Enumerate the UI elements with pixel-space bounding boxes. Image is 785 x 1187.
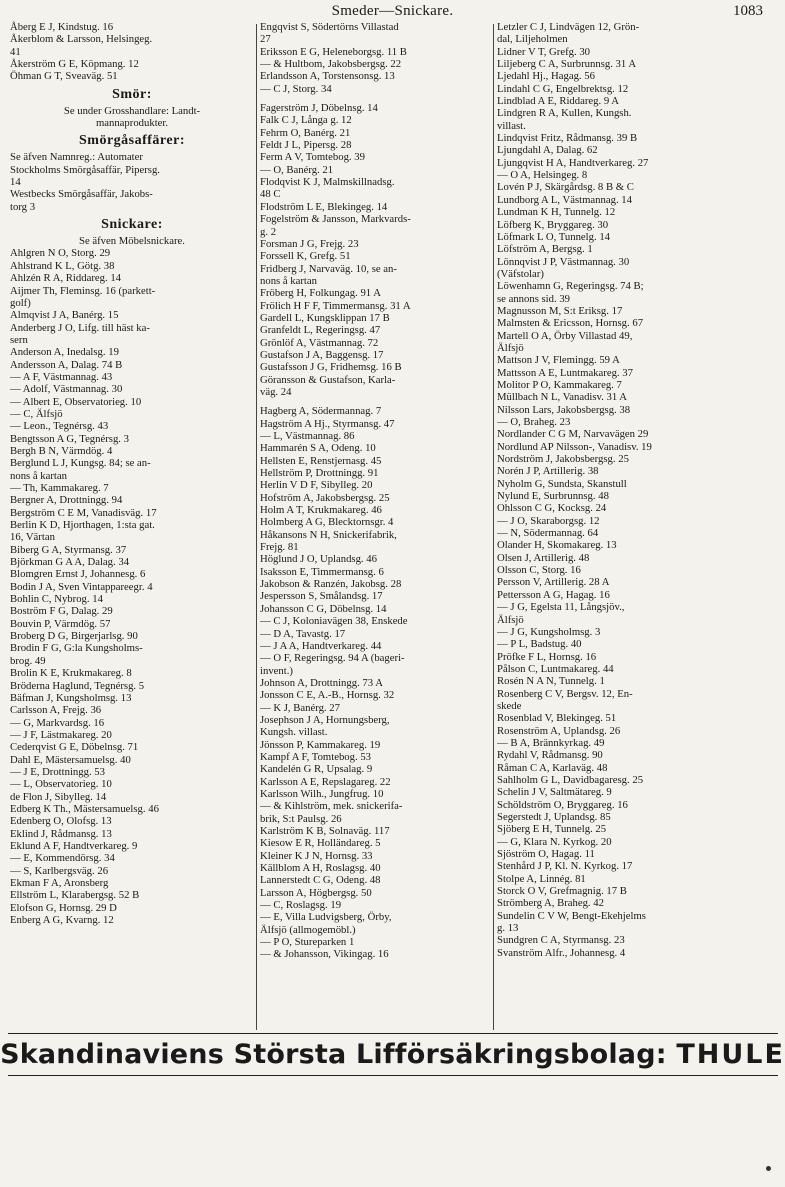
- directory-entry: g. 13: [497, 922, 519, 935]
- directory-entry: 27: [260, 33, 271, 46]
- directory-entry: Jönsson P, Kammakareg. 19: [260, 738, 381, 751]
- directory-entry: Strömberg A, Braheg. 42: [497, 897, 604, 910]
- directory-entry: Letzler C J, Lindvägen 12, Grön-: [497, 21, 640, 33]
- directory-entry: Edenberg O, Olofsg. 13: [10, 815, 112, 828]
- directory-entry: Olsson C, Storg. 16: [497, 564, 581, 577]
- directory-entry: Blomgren Ernst J, Johannesg. 6: [10, 568, 146, 581]
- directory-entry: Nordström J, Jakobsbergsg. 25: [497, 453, 629, 466]
- directory-entry: se annons sid. 39: [497, 292, 571, 305]
- directory-entry: Schelin J V, Saltmätareg. 9: [497, 786, 612, 799]
- directory-entry: — J G, Egelsta 11, Långsjöv.,: [497, 601, 625, 614]
- directory-entry: Sundgren C A, Styrmansg. 23: [497, 934, 625, 947]
- directory-entry: brog. 49: [10, 654, 46, 667]
- directory-entry: — Adolf, Västmannag. 30: [10, 383, 123, 396]
- directory-entry: Magnusson M, S:t Eriksg. 17: [497, 304, 623, 317]
- directory-entry: Björkman G A A, Dalag. 34: [10, 556, 130, 569]
- directory-entry: Ljungdahl A, Dalag. 62: [497, 144, 598, 157]
- directory-entry: Ferm A V, Tomtebog. 39: [260, 151, 365, 164]
- directory-entry: Sjöström O, Hagag. 11: [497, 848, 595, 861]
- advert-banner-brand: THULE: [676, 1039, 785, 1070]
- directory-entry: Kungsh. villast.: [260, 726, 328, 739]
- directory-entry: — E, Villa Ludvigsberg, Örby,: [260, 911, 392, 924]
- directory-entry: — O, Braheg. 23: [497, 416, 571, 428]
- directory-entry: Karlsson A E, Repslagareg. 22: [260, 775, 391, 788]
- directory-entry: Brolin K E, Krukmakareg. 8: [10, 667, 132, 680]
- directory-entry: Grönlöf A, Västmannag. 72: [260, 336, 379, 349]
- directory-entry: — G, Klara N. Kyrkog. 20: [497, 835, 612, 848]
- directory-entry: Rosenberg C V, Bergsv. 12, En-: [497, 687, 633, 700]
- directory-entry: Martell O A, Örby Villastad 49,: [497, 329, 633, 342]
- directory-entry: Ahlzén R A, Riddareg. 14: [10, 272, 122, 285]
- directory-entry: Nordlander C G M, Narvavägen 29: [497, 428, 649, 441]
- directory-entry: Håkansons N H, Snickerifabrik,: [260, 528, 397, 541]
- directory-entry: Rosenblad V, Blekingeg. 51: [497, 712, 617, 725]
- directory-entry: — S, Karlbergsväg. 26: [10, 864, 109, 877]
- directory-entry: Forsman J G, Frejg. 23: [260, 237, 359, 250]
- directory-entry: Andersson A, Dalag. 74 B: [10, 358, 123, 371]
- directory-entry: — J E, Drottningg. 53: [10, 765, 105, 778]
- directory-entry: Fagerström J, Döbelnsg. 14: [260, 102, 378, 115]
- directory-entry: Rosenström A, Uplandsg. 26: [497, 724, 621, 737]
- directory-entry: Se äfven Namnreg.: Automater: [10, 151, 143, 164]
- directory-entry: Gustafsson J G, Fridhemsg. 16 B: [260, 361, 402, 374]
- directory-entry: Hagberg A, Södermannag. 7: [260, 405, 382, 418]
- directory-entry: Lönnqvist J P, Västmannag. 30: [497, 255, 630, 268]
- directory-entry: Mattson J V, Flemingg. 59 A: [497, 354, 620, 367]
- directory-entry: Fröberg H, Folkungag. 91 A: [260, 287, 381, 300]
- directory-entry: — Leon., Tegnérsg. 43: [10, 420, 109, 433]
- directory-entry: Nyholm G, Sundsta, Skanstull: [497, 477, 627, 490]
- directory-entry: dal, Liljeholmen: [497, 33, 568, 46]
- directory-entry: — C, Älfsjö: [10, 407, 63, 420]
- directory-entry: Bergström C E M, Vanadisväg. 17: [10, 506, 157, 519]
- directory-entry: — C, Roslagsg. 19: [260, 899, 342, 912]
- directory-entry: Hellsten E, Renstjernasg. 45: [260, 454, 382, 467]
- directory-entry: Granfeldt L, Regeringsg. 47: [260, 324, 381, 337]
- directory-entry: Josephson J A, Hornungsberg,: [260, 713, 390, 726]
- directory-entry: Stolpe A, Linnég. 81: [497, 872, 586, 885]
- directory-entry: Forssell K, Grefg. 51: [260, 250, 351, 263]
- directory-entry: Westbecks Smörgåsaffär, Jakobs-: [10, 188, 153, 201]
- directory-entry: Sjöberg E H, Tunnelg. 25: [497, 823, 607, 836]
- directory-entry: — J G, Kungsholmsg. 3: [497, 625, 601, 638]
- directory-entry: Feldt J L, Pipersg. 28: [260, 139, 352, 152]
- directory-entry: Cederqvist G E, Döbelnsg. 71: [10, 741, 139, 754]
- banner-rule-top: [8, 1033, 778, 1034]
- directory-entry: — N, Södermannag. 64: [497, 527, 599, 540]
- directory-entry: — & Johansson, Vikingag. 16: [260, 948, 389, 961]
- directory-entry: Karlström K B, Solnaväg. 117: [260, 825, 390, 837]
- directory-entry: — P L, Badstug. 40: [497, 638, 582, 651]
- directory-entry: Pettersson A G, Hagag. 16: [497, 588, 610, 601]
- section-note: mannaprodukter.: [95, 117, 169, 130]
- directory-entry: (Väfstolar): [497, 267, 544, 280]
- directory-entry: Isaksson E, Timmermansg. 6: [260, 565, 384, 578]
- directory-entry: Malmsten & Ericsson, Hornsg. 67: [497, 317, 644, 330]
- directory-entry: nons å kartan: [10, 469, 67, 482]
- directory-entry: Göransson & Gustafson, Karla-: [260, 373, 396, 386]
- directory-entry: invent.): [260, 664, 293, 677]
- directory-entry: Lidner V T, Grefg. 30: [497, 45, 591, 58]
- directory-entry: Höglund J O, Uplandsg. 46: [260, 553, 377, 566]
- directory-entry: Holmberg A G, Blecktornsgr. 4: [260, 516, 394, 529]
- directory-entry: — O, Banérg. 21: [260, 163, 334, 176]
- directory-entry: Bröderna Haglund, Tegnérsg. 5: [10, 679, 145, 692]
- directory-entry: Almqvist J A, Banérg. 15: [10, 309, 119, 322]
- directory-entry: Fogelström & Jansson, Markvards-: [260, 213, 411, 226]
- directory-entry: Bäfman J, Kungsholmsg. 13: [10, 691, 132, 704]
- directory-entry: Flodqvist K J, Malmskillnadsg.: [260, 176, 395, 189]
- directory-entry: Lovén P J, Skärgårdsg. 8 B & C: [497, 181, 634, 194]
- directory-entry: Berglund L J, Kungsg. 84; se an-: [10, 457, 151, 470]
- directory-entry: Karlsson Wilh., Jungfrug. 10: [260, 787, 384, 800]
- directory-entry: 41: [10, 45, 21, 58]
- directory-entry: Råman C A, Karlaväg. 48: [497, 761, 608, 774]
- directory-entry: Frejg. 81: [260, 541, 299, 554]
- directory-entry: Löfberg K, Bryggareg. 30: [497, 218, 609, 231]
- directory-entry: Engqvist S, Södertörns Villastad: [260, 21, 399, 33]
- directory-entry: Boström F G, Dalag. 29: [10, 605, 113, 618]
- directory-entry: brik, S:t Paulsg. 26: [260, 812, 342, 825]
- section-heading: Snickare:: [101, 217, 163, 233]
- section-gap: [260, 398, 492, 405]
- section-heading: Smör:: [112, 86, 152, 102]
- directory-entry: Fehrm O, Banérg. 21: [260, 126, 351, 139]
- directory-entry: Svanström Alfr., Johannesg. 4: [497, 946, 626, 959]
- section-gap: [260, 95, 492, 102]
- directory-entry: Eklund A F, Handtverkareg. 9: [10, 839, 138, 852]
- directory-entry: Ohlsson C G, Kocksg. 24: [497, 502, 607, 515]
- column-3: [497, 21, 780, 959]
- directory-entry: de Flon J, Sibylleg. 14: [10, 790, 107, 803]
- directory-entry: Ekman F A, Aronsberg: [10, 877, 109, 889]
- directory-entry: Nilsson Lars, Jakobsbergsg. 38: [497, 403, 631, 416]
- directory-entry: — E, Kommendörsg. 34: [10, 852, 115, 865]
- directory-entry: Kampf A F, Tomtebog. 53: [260, 750, 372, 763]
- directory-entry: Pröfke F L, Hornsg. 16: [497, 650, 597, 663]
- directory-entry: Älfsjö: [497, 613, 524, 626]
- directory-entry: — J O, Skaraborgsg. 12: [497, 514, 600, 527]
- directory-entry: Enberg A G, Kvarng. 12: [10, 914, 114, 927]
- directory-entry: Ahlstrand K L, Götg. 38: [10, 259, 115, 272]
- directory-entry: golf): [10, 296, 31, 309]
- directory-entry: — L, Västmannag. 86: [260, 430, 355, 442]
- directory-entry: villast.: [497, 119, 526, 132]
- directory-entry: Lindblad A E, Riddareg. 9 A: [497, 95, 620, 108]
- directory-entry: Lindgren R A, Kullen, Kungsh.: [497, 107, 632, 120]
- directory-entry: Ljedahl Hj., Hagag. 56: [497, 70, 595, 83]
- directory-entry: Eriksson E G, Heleneborgsg. 11 B: [260, 45, 407, 58]
- directory-entry: Hofström A, Jakobsbergsg. 25: [260, 491, 390, 504]
- directory-entry: — Albert E, Observatorieg. 10: [10, 395, 142, 408]
- directory-entry: Bergner A, Drottningg. 94: [10, 494, 123, 507]
- directory-entry: — C J, Koloniavägen 38, Enskede: [260, 615, 408, 628]
- directory-entry: Sahlholm G L, Davidbagaresg. 25: [497, 773, 644, 786]
- directory-entry: Nylund E, Surbrunnsg. 48: [497, 490, 609, 503]
- directory-entry: Åkerström G E, Köpmang. 12: [10, 58, 139, 71]
- directory-entry: Johansson C G, Döbelnsg. 14: [260, 602, 387, 615]
- directory-entry: Ahlgren N O, Storg. 29: [10, 247, 111, 260]
- print-speck: [766, 1166, 771, 1171]
- directory-entry: Anderson A, Inedalsg. 19: [10, 346, 119, 359]
- directory-entry: Rydahl V, Rådmansg. 90: [497, 749, 603, 762]
- directory-entry: torg 3: [10, 200, 36, 213]
- directory-entry: Ellström L, Klarabergsg. 52 B: [10, 889, 140, 902]
- directory-entry: 14: [10, 176, 21, 189]
- directory-entry: Herlin V D F, Sibylleg. 20: [260, 479, 373, 492]
- directory-entry: — J A A, Handtverkareg. 44: [260, 639, 382, 652]
- directory-entry: — G, Markvardsg. 16: [10, 716, 105, 729]
- directory-entry: Persson V, Artillerig. 28 A: [497, 576, 610, 589]
- running-title: Smeder—Snickare.: [331, 3, 454, 19]
- directory-entry: — J F, Lästmakareg. 20: [10, 728, 112, 741]
- directory-entry: Älfsjö: [497, 341, 524, 354]
- directory-entry: Jakobson & Ranzén, Jakobsg. 28: [260, 578, 402, 591]
- directory-entry: — C J, Storg. 34: [260, 82, 332, 95]
- directory-entry: Edberg K Th., Mästersamuelsg. 46: [10, 802, 159, 815]
- directory-entry: 48 C: [260, 188, 281, 201]
- section-heading: Smörgåsaffärer:: [79, 133, 185, 149]
- directory-entry: Holm A T, Krukmakareg. 46: [260, 504, 382, 517]
- directory-entry: Källblom A H, Roslagsg. 40: [260, 862, 381, 875]
- directory-entry: Åberg E J, Kindstug. 16: [10, 21, 114, 33]
- directory-entry: Bouvin P, Värmdög. 57: [10, 617, 111, 630]
- directory-entry: Broberg D G, Birgerjarlsg. 90: [10, 630, 138, 643]
- directory-entry: Flodström L E, Blekingeg. 14: [260, 200, 388, 213]
- column-1: [10, 21, 254, 926]
- directory-entry: Bohlin C, Nybrog. 14: [10, 593, 103, 606]
- directory-entry: Bodin J A, Sven Vintappareegr. 4: [10, 580, 153, 593]
- directory-entry: Frölich H F F, Timmermansg. 31 A: [260, 299, 411, 312]
- directory-entry: Schöldström O, Bryggareg. 16: [497, 798, 628, 811]
- directory-entry: Kiesow E R, Holländareg. 5: [260, 837, 381, 850]
- directory-entry: Olander H, Skomakareg. 13: [497, 539, 617, 552]
- directory-entry: Jonsson C E, A.-B., Hornsg. 32: [260, 689, 395, 702]
- directory-entry: 16, Värtan: [10, 531, 55, 544]
- directory-entry: Nordlund AP Nilsson-, Vanadisv. 19: [497, 440, 652, 453]
- page-number: 1083: [733, 3, 763, 19]
- directory-entry: Löwenhamn G, Regeringsg. 74 B;: [497, 280, 644, 293]
- directory-entry: Aijmer Th, Fleminsg. 16 (parkett-: [10, 284, 156, 297]
- directory-entry: Brodin F G, G:la Kungsholms-: [10, 642, 143, 655]
- directory-entry: Dahl E, Mästersamuelsg. 40: [10, 753, 131, 766]
- directory-entry: Fridberg J, Narvaväg. 10, se an-: [260, 262, 397, 275]
- directory-entry: Kandelén G R, Upsalag. 9: [260, 763, 373, 776]
- directory-entry: Liljeberg C A, Surbrunnsg. 31 A: [497, 58, 637, 71]
- directory-entry: Eklind J, Rådmansg. 13: [10, 827, 112, 840]
- banner-rule-bottom: [8, 1075, 778, 1076]
- directory-entry: Mattsson A E, Luntmakareg. 37: [497, 366, 633, 379]
- directory-entry: Gardell L, Kungsklippan 17 B: [260, 311, 390, 324]
- directory-entry: — B A, Brännkyrkag. 49: [497, 736, 605, 749]
- directory-entry: Lindahl C G, Engelbrektsg. 12: [497, 82, 629, 95]
- column-divider-1: [256, 24, 257, 1030]
- directory-entry: Rosén N A N, Tunnelg. 1: [497, 675, 605, 688]
- directory-entry: Jespersson S, Smålandsg. 17: [260, 590, 383, 603]
- section-note: Se under Grosshandlare: Landt-: [63, 104, 201, 117]
- directory-entry: Elofson G, Hornsg. 29 D: [10, 901, 117, 914]
- directory-entry: g. 2: [260, 225, 277, 238]
- directory-entry: Müllbach N L, Vanadisv. 31 A: [497, 391, 628, 404]
- directory-entry: — O A, Helsingeg. 8: [497, 169, 588, 182]
- directory-entry: Älfsjö (allmogemöbl.): [260, 923, 356, 936]
- directory-entry: Sundelin C V W, Bengt-Ekehjelms: [497, 909, 646, 922]
- directory-entry: skede: [497, 699, 522, 712]
- directory-entry: Lundborg A L, Västmannag. 14: [497, 193, 632, 206]
- directory-entry: väg. 24: [260, 385, 292, 398]
- directory-entry: Erlandsson A, Torstensonsg. 13: [260, 70, 395, 83]
- directory-entry: — & Hultbom, Jakobsbergsg. 22: [260, 58, 402, 71]
- section-note: Se äfven Möbelsnickare.: [79, 235, 185, 248]
- directory-entry: Biberg G A, Styrmansg. 37: [10, 543, 127, 556]
- directory-entry: Olsen J, Artillerig. 48: [497, 551, 590, 564]
- directory-entry: Hammarén S A, Odeng. 10: [260, 442, 376, 455]
- directory-entry: — L, Observatorieg. 10: [10, 778, 112, 791]
- directory-entry: Berlin K D, Hjorthagen, 1:sta gat.: [10, 519, 155, 532]
- directory-entry: — Th, Kammakareg. 7: [10, 482, 109, 494]
- directory-entry: Löfström A, Bergsg. 1: [497, 243, 593, 256]
- directory-entry: — A F, Västmannag. 43: [10, 370, 113, 383]
- directory-entry: Ljungqvist H A, Handtverkareg. 27: [497, 156, 649, 169]
- directory-entry: Stockholms Smörgåsaffär, Pipersg.: [10, 163, 160, 176]
- directory-entry: — D A, Tavastg. 17: [260, 627, 346, 640]
- column-divider-2: [493, 24, 494, 1030]
- directory-entry: — K J, Banérg. 27: [260, 701, 340, 714]
- advert-banner: [0, 1035, 785, 1075]
- directory-entry: Carlsson A, Frejg. 36: [10, 704, 102, 717]
- directory-entry: — & Kihlström, mek. snickerifa-: [260, 800, 403, 813]
- directory-entry: Norén J P, Artillerig. 38: [497, 465, 599, 478]
- directory-entry: — P O, Stureparken 1: [260, 936, 355, 949]
- directory-entry: Stenhård J P, Kl. N. Kyrkog. 17: [497, 860, 633, 873]
- directory-entry: Hagström A Hj., Styrmansg. 47: [260, 417, 395, 430]
- directory-entry: Bergh B N, Värmdög. 4: [10, 444, 113, 457]
- directory-entry: Molitor P O, Kammakareg. 7: [497, 378, 622, 391]
- directory-entry: Falk C J, Långa g. 12: [260, 114, 352, 127]
- directory-entry: Storck O V, Grefmagnig. 17 B: [497, 885, 627, 898]
- directory-entry: Pålson C, Luntmakareg. 44: [497, 662, 614, 675]
- directory-entry: Kleiner K J N, Hornsg. 33: [260, 849, 373, 862]
- directory-entry: — O F, Regeringsg. 94 A (bageri-: [260, 652, 405, 665]
- directory-entry: Löfmark L O, Tunnelg. 14: [497, 230, 611, 243]
- directory-entry: Anderberg J O, Lifg. till häst ka-: [10, 321, 150, 334]
- directory-entry: Lannerstedt C G, Odeng. 48: [260, 874, 381, 887]
- directory-entry: Bengtsson A G, Tegnérsg. 3: [10, 432, 129, 445]
- directory-entry: Johnson A, Drottningg. 73 A: [260, 676, 383, 689]
- directory-entry: Hellström P, Drottningg. 91: [260, 467, 379, 480]
- directory-entry: Åkerblom & Larsson, Helsingeg.: [10, 33, 153, 46]
- directory-entry: sern: [10, 333, 28, 346]
- directory-entry: nons å kartan: [260, 274, 317, 287]
- advert-banner-text: Skandinaviens Största Lifförsäkringsbolag:: [0, 1039, 667, 1070]
- directory-entry: Larsson A, Högbergsg. 50: [260, 886, 372, 899]
- directory-entry: Lundman K H, Tunnelg. 12: [497, 206, 616, 219]
- directory-entry: Segerstedt J, Uplandsg. 85: [497, 811, 611, 823]
- column-2: [260, 21, 492, 961]
- directory-entry: Öhman G T, Sveaväg. 51: [10, 70, 118, 83]
- directory-entry: Gustafson J A, Baggensg. 17: [260, 348, 384, 361]
- directory-entry: Lindqvist Fritz, Rådmansg. 39 B: [497, 132, 638, 145]
